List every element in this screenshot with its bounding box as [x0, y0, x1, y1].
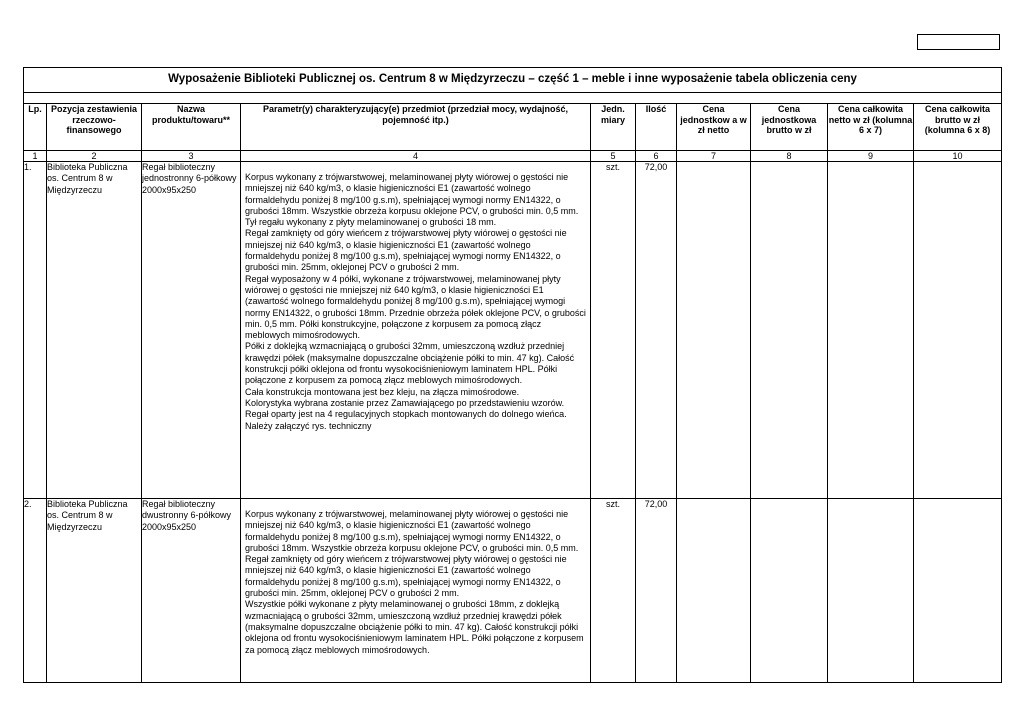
- row-cena-brutto[interactable]: [751, 162, 828, 499]
- column-number-row: [24, 151, 1002, 162]
- header-calk-netto: Cena całkowita netto w zł (kolumna 6 x 7): [828, 104, 914, 151]
- row-unit: szt.: [591, 162, 636, 499]
- column-number: 1: [24, 151, 47, 162]
- price-table: [23, 67, 1002, 683]
- header-jedn: Jedn. miary: [591, 104, 636, 151]
- column-number: 4: [241, 151, 591, 162]
- row-quantity: 72,00: [636, 499, 677, 683]
- param-paragraph: Regał oparty jest na 4 regulacyjnych stopkach montowanych do dolnego wieńca.: [245, 409, 567, 420]
- row-unit: szt.: [591, 499, 636, 683]
- row-cena-netto[interactable]: [677, 162, 751, 499]
- param-paragraph: Cała konstrukcja montowana jest bez kleju, na złącza mimośrodowe.: [245, 386, 520, 397]
- column-number: 7: [677, 151, 751, 162]
- param-paragraph: Korpus wykonany z trójwarstwowej, melaminowanej płyty wiórowej o gęstości nie mniejszej niż 640 kg/m3, o klasie higieniczności E1 (zawartość wolnego formaldehydu poniżej 8 mg/100 g.s.m), spełniającej wymogi normy EN14322, o grubości 18mm. Wszystkie obrzeża korpusu oklejone PCV, o grubości min. 0,5 mm.: [245, 172, 579, 216]
- param-paragraph: Regał wyposażony w 4 półki, wykonane z trójwarstwowej, melaminowanej płyty wiórowej o gęstości nie mniejszej niż 640 kg/m3, o klasie higieniczności E1 (zawartość wolnego formaldehydu poniżej 8 mg/100 g.s.m), spełniającej wymogi normy EN14322, o grubości 18mm. Przednie obrzeża półek oklejone PCV, o grubości min. 0,5 mm. Półki konstrukcyjne, połączone z korpusem za pomocą złącz meblowych mimośrodowych.: [245, 273, 586, 341]
- param-paragraph: Regał zamknięty od góry wieńcem z trójwarstwowej płyty wiórowej o gęstości nie mniejszej niż 640 kg/m3, o klasie higieniczności E1 (zawartość wolnego formaldehydu poniżej 8 mg/100 g.s.m), spełniającej wymogi normy EN14322, o grubości min. 25mm, oklejonej PCV o grubości 2 mm.: [245, 554, 567, 599]
- row-cena-brutto[interactable]: [751, 499, 828, 683]
- column-number: 8: [751, 151, 828, 162]
- row-params: [241, 162, 591, 499]
- row-lp: 1.: [24, 162, 47, 499]
- table-title: Wyposażenie Biblioteki Publicznej os. Centrum 8 w Międzyrzeczu – część 1 – meble i inne wyposażenie tabela obliczenia ceny: [24, 68, 1002, 93]
- header-nazwa: Nazwa produktu/towaru**: [142, 104, 241, 151]
- row-pozycja: Biblioteka Publiczna os. Centrum 8 w Międzyrzeczu: [47, 162, 142, 499]
- row-calk-brutto[interactable]: [914, 499, 1002, 683]
- row-calk-netto[interactable]: [828, 499, 914, 683]
- param-paragraph: Regał zamknięty od góry wieńcem z trójwarstwowej płyty wiórowej o gęstości nie mniejszej niż 640 kg/m3, o klasie higieniczności E1 (zawartość wolnego formaldehydu poniżej 8 mg/100 g.s.m), spełniającej wymogi normy EN14322, o grubości min. 25mm, oklejonej PCV o grubości 2 mm.: [245, 228, 567, 273]
- row-pozycja: Biblioteka Publiczna os. Centrum 8 w Międzyrzeczu: [47, 499, 142, 683]
- param-paragraph: Korpus wykonany z trójwarstwowej, melaminowanej płyty wiórowej o gęstości nie mniejszej niż 640 kg/m3, o klasie higieniczności E1 (zawartość wolnego formaldehydu poniżej 8 mg/100 g.s.m), spełniającej wymogi normy EN14322, o grubości 18mm. Wszystkie obrzeża korpusu oklejone PCV, o grubości min. 0,5 mm.: [245, 509, 579, 553]
- column-number: 2: [47, 151, 142, 162]
- row-lp: 2.: [24, 499, 47, 683]
- header-parametry: Parametr(y) charakteryzujący(e) przedmiot (przedział mocy, wydajność, pojemność itp.): [241, 104, 591, 151]
- header-cena-netto: Cena jednostkow a w zł netto: [677, 104, 751, 151]
- param-paragraph: Tył regału wykonany z płyty melaminowanej o grubości 18 mm.: [245, 217, 497, 228]
- row-calk-netto[interactable]: [828, 162, 914, 499]
- column-number: 3: [142, 151, 241, 162]
- header-row: [24, 104, 1002, 151]
- table-row: [24, 162, 1002, 499]
- corner-box: [917, 34, 1000, 50]
- spacer-row: [24, 93, 1002, 104]
- row-nazwa: Regał biblioteczny dwustronny 6-półkowy 2000x95x250: [142, 499, 241, 683]
- table-row: [24, 499, 1002, 683]
- header-ilosc: Ilość: [636, 104, 677, 151]
- row-quantity: 72,00: [636, 162, 677, 499]
- row-calk-brutto[interactable]: [914, 162, 1002, 499]
- param-paragraph: Kolorystyka wybrana zostanie przez Zamawiającego po przedstawieniu wzorów.: [245, 397, 565, 408]
- row-nazwa: Regał biblioteczny jednostronny 6-półkowy 2000x95x250: [142, 162, 241, 499]
- header-pozycja: Pozycja zestawienia rzeczowo-finansowego: [47, 104, 142, 151]
- column-number: 9: [828, 151, 914, 162]
- row-params: [241, 499, 591, 683]
- column-number: 10: [914, 151, 1002, 162]
- row-cena-netto[interactable]: [677, 499, 751, 683]
- header-cena-brutto: Cena jednostkowa brutto w zł: [751, 104, 828, 151]
- column-number: 6: [636, 151, 677, 162]
- header-lp: Lp.: [24, 104, 47, 151]
- param-paragraph: Należy załączyć rys. techniczny: [245, 420, 372, 431]
- header-calk-brutto: Cena całkowita brutto w zł (kolumna 6 x 8): [914, 104, 1002, 151]
- param-paragraph: Półki z doklejką wzmacniającą o grubości 32mm, umieszczoną wzdłuż przedniej krawędzi półek (maksymalne dopuszczalne obciążenie półki to min. 47 kg). Całość konstrukcji półki oklejona od frontu wysokociśnieniowym laminatem HPL. Półki połączone z korpusem za pomocą złącz meblowych mimośrodowych.: [245, 341, 575, 386]
- column-number: 5: [591, 151, 636, 162]
- param-paragraph: Wszystkie półki wykonane z płyty melaminowanej o grubości 18mm, z doklejką wzmacniającą o grubości 32mm, umieszczoną wzdłuż przedniej krawędzi półek (maksymalne dopuszczalne obciążenie półki to min. 47 kg). Całość konstrukcji półki oklejona od frontu wysokociśnieniowym laminatem HPL. Półki połączone z korpusem za pomocą złącz meblowych mimośrodowych.: [245, 599, 584, 655]
